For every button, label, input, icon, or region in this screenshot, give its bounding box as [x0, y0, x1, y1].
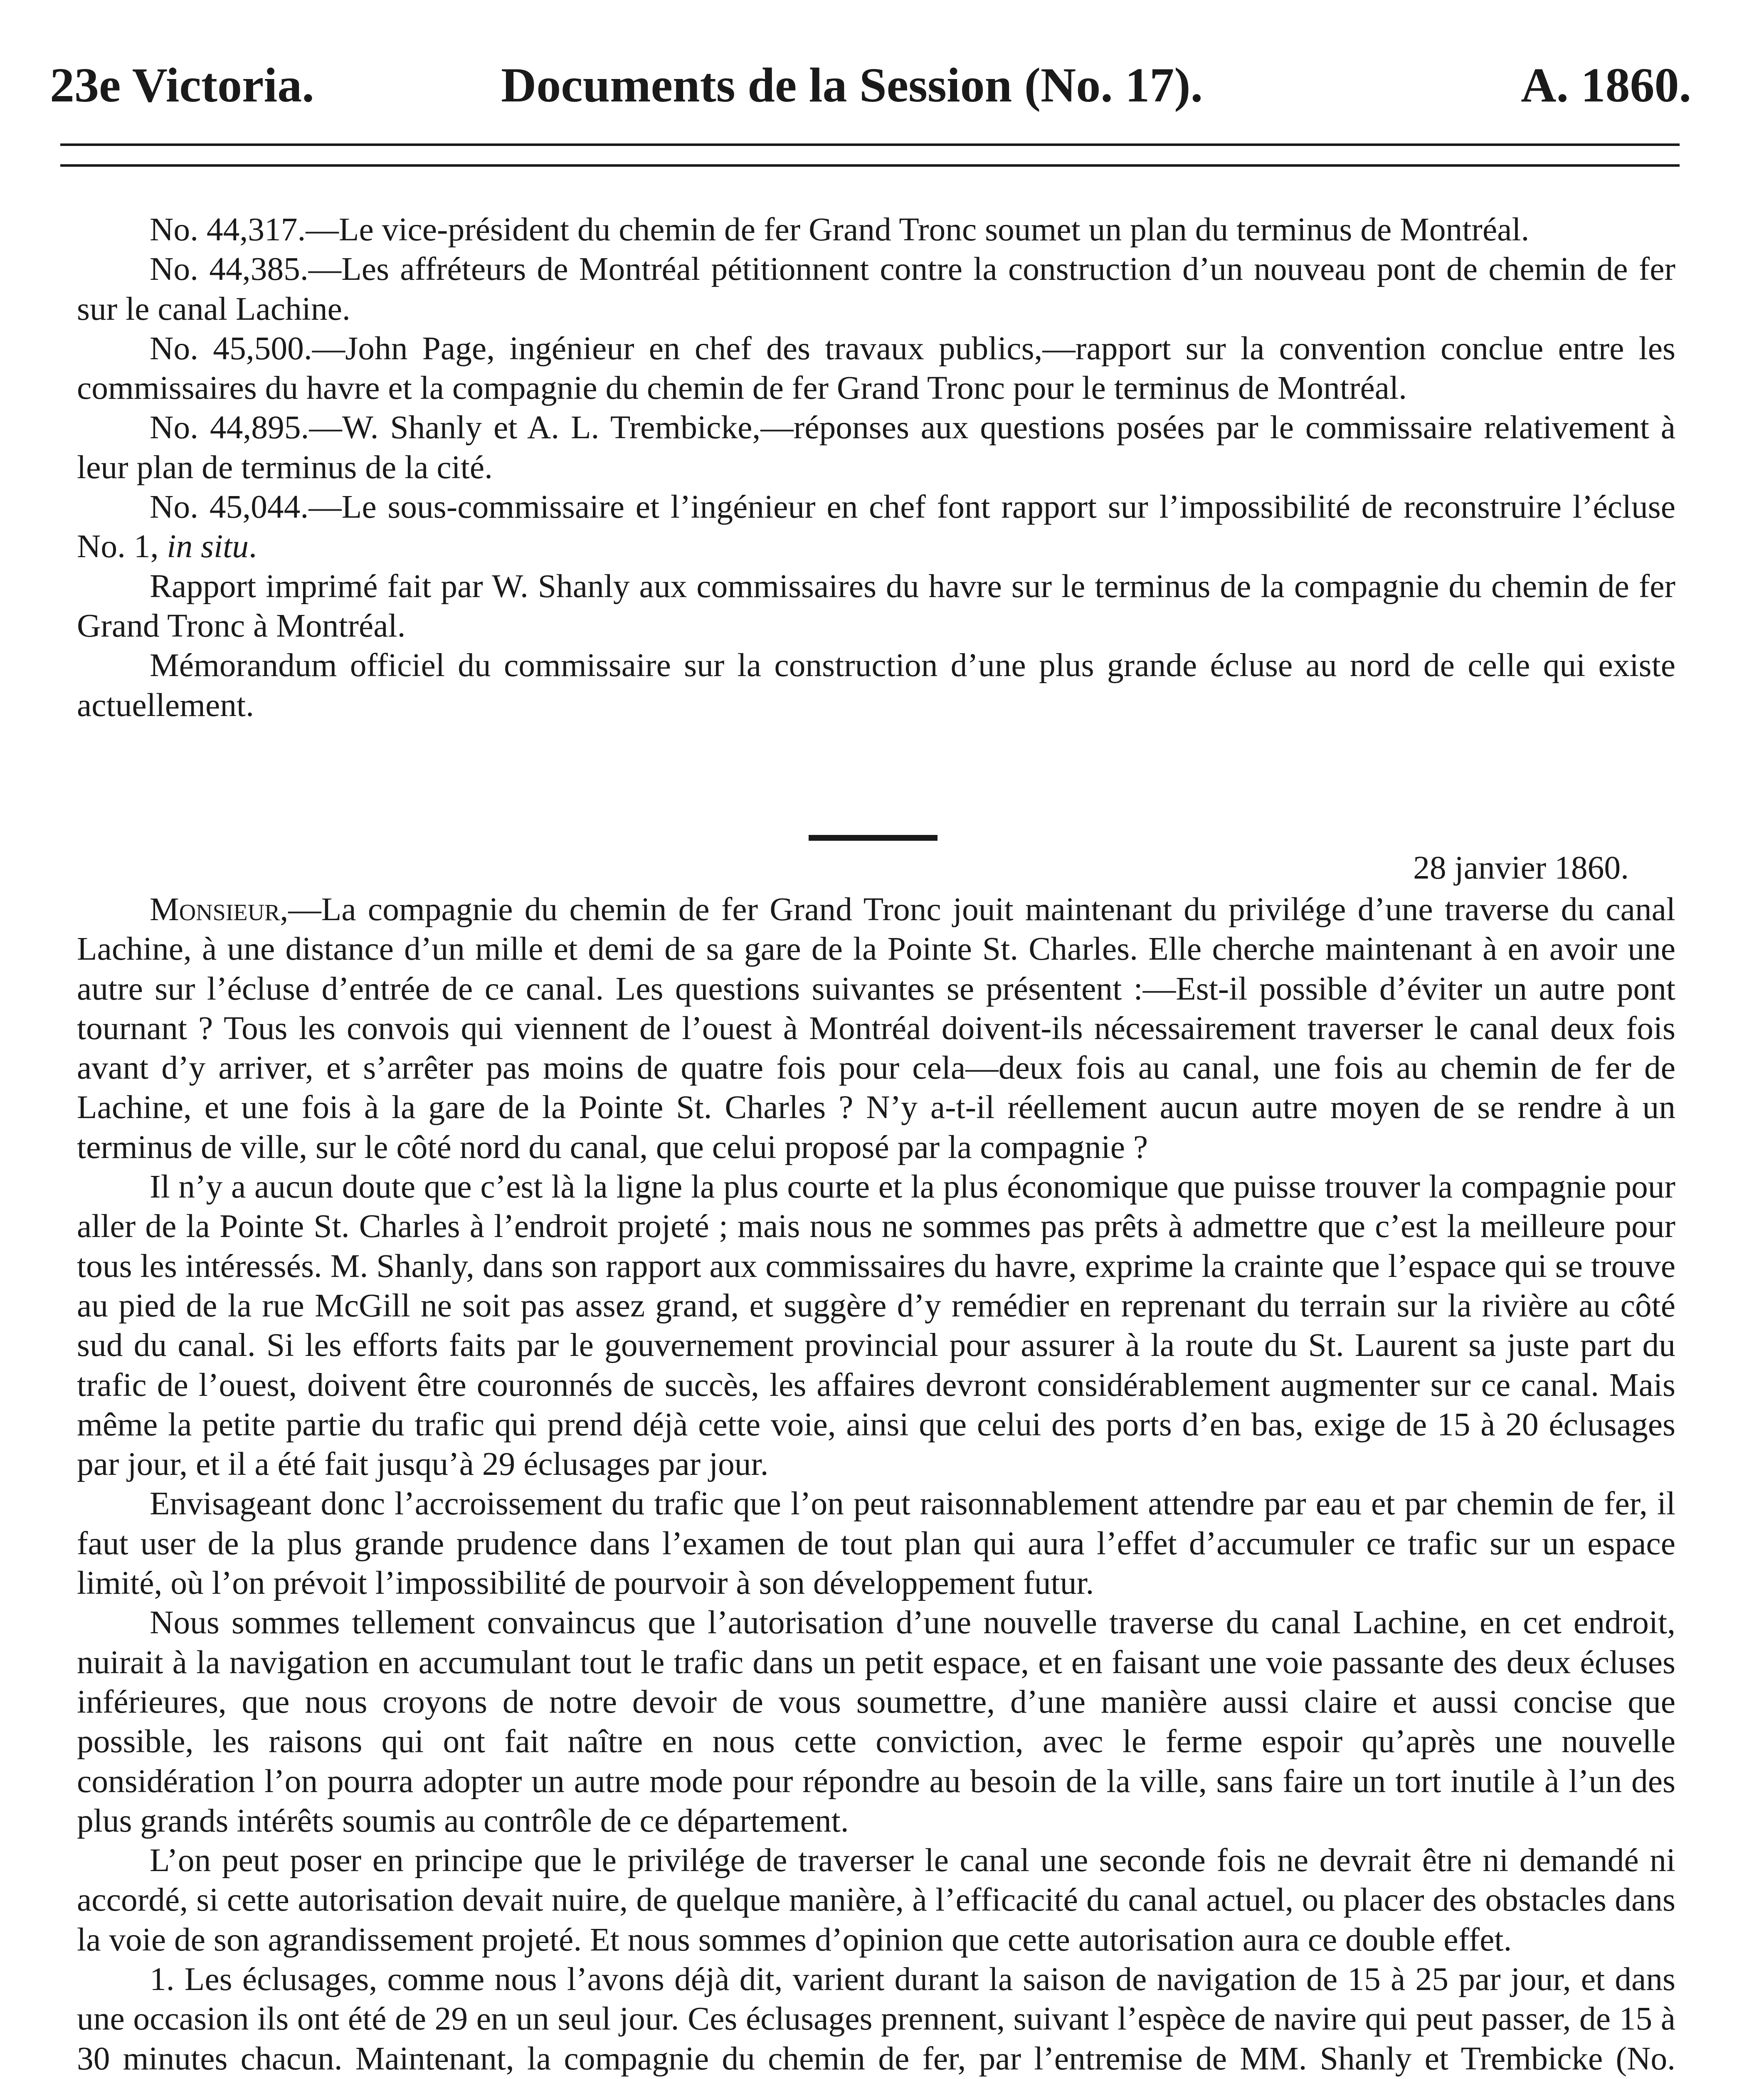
entry-number: No. 45,044.— — [150, 489, 342, 526]
letter-paragraph: Nous sommes tellement convaincus que l’autorisation d’une nouvelle traverse du canal Lachine, en cet endroit, nuirait à la navigation en accumulant tout le trafic dans un petit espace, et en faisant une voie passante des deux écluses inférieures, que nous croyons de notre devoir de vous soumettre, d’une manière aussi claire et aussi concise que possible, les raisons qui ont fait naître en nous cette conviction, avec le ferme espoir qu’après une nouvelle considération l’on pourra adopter un autre mode pour répondre au besoin de la ville, sans faire un tort inutile à l’un des plus grands intérêts soumis au contrôle de ce département. — [77, 1604, 1675, 1839]
list-item — [77, 408, 1675, 487]
header-title: Documents de la Session (No. 17). — [501, 58, 1203, 112]
list-item — [77, 249, 1675, 329]
entry-text: Le sous-commissaire et l’ingénieur en chef font rapport sur l’impossibilité de reconstruire l’écluse No. 1, — [77, 489, 1675, 565]
header-rule-bottom — [60, 164, 1680, 167]
paragraph-text: 1. Les éclusages, comme nous l’avons déjà dit, varient durant la saison de navigation de 15 à 25 par jour, et dans une occasion ils ont été de 29 en un seul jour. Ces éclusages prennent, suivant l’espèce de navire qui peut passer, de 15 à 30 minutes chacun. Maintenant, la compagnie du chemin de fer, par l’entremise de MM. Shanly et Trembicke (No. — [77, 1961, 1675, 2077]
list-item — [77, 329, 1675, 408]
section-divider — [809, 835, 938, 841]
entry-text: Les affréteurs de Montréal pétitionnent contre la construction d’un nouveau pont de chemin de fer sur le canal Lachine. — [77, 251, 1675, 327]
salutation: Monsieur, — [150, 891, 289, 928]
entry-italic: in situ — [167, 528, 249, 565]
entry-number: No. 45,500.— — [150, 330, 345, 367]
entry-text: Rapport imprimé fait par W. Shanly aux commissaires du havre sur le terminus de la compagnie du chemin de fer Grand Tronc à Montréal. — [77, 568, 1675, 644]
letter-body — [77, 890, 1675, 2079]
list-item — [77, 567, 1675, 646]
entry-text-end: . — [249, 528, 257, 565]
entry-text: W. Shanly et A. L. Trembicke,—réponses aux questions posées par le commissaire relativement à leur plan de terminus de la cité. — [77, 409, 1675, 486]
letter-paragraph: Il n’y a aucun doute que c’est là la ligne la plus courte et la plus économique que puisse trouver la compagnie pour aller de la Pointe St. Charles à l’endroit projeté ; mais nous ne sommes pas prêts à admettre que c’est la meilleure pour tous les intéressés. M. Shanly, dans son rapport aux commissaires du havre, exprime la crainte que l’espace qui se trouve au pied de la rue McGill ne soit pas assez grand, et suggère d’y remédier en reprenant du terrain sur la rivière au côté sud du canal. Si les efforts faits par le gouvernement provincial pour assurer à la route du St. Laurent sa juste part du trafic de l’ouest, doivent être couronnés de succès, les affaires devront considérablement augmenter sur ce canal. Mais même la petite partie du trafic qui prend déjà cette voie, ainsi que celui des ports d’en bas, exige de 15 à 20 éclusages par jour, et il a été fait jusqu’à 29 éclusages par jour. — [77, 1168, 1675, 1483]
entry-text: Le vice-président du chemin de fer Grand Tronc soumet un plan du terminus de Montréal. — [338, 211, 1530, 248]
list-item — [77, 210, 1675, 249]
header-regnal-year: 23e Victoria. — [50, 58, 314, 112]
letter-paragraph — [77, 1960, 1675, 2079]
letter-paragraph — [77, 890, 1675, 1167]
letter-paragraph: L’on peut poser en principe que le privilége de traverser le canal une seconde fois ne devrait être ni demandé ni accordé, si cette autorisation devait nuire, de quelque manière, à l’efficacité du canal actuel, ou placer des obstacles dans la voie de son agrandissement projeté. Et nous sommes d’opinion que cette autorisation aura ce double effet. — [77, 1842, 1675, 1958]
letter-paragraph: Envisageant donc l’accroissement du trafic que l’on peut raisonnablement attendre par eau et par chemin de fer, il faut user de la plus grande prudence dans l’examen de tout plan qui aura l’effet d’accumuler ce trafic sur un espace limité, où l’on prévoit l’impossibilité de pourvoir à son développement futur. — [77, 1485, 1675, 1602]
letter-date: 28 janvier 1860. — [1413, 849, 1629, 886]
entry-text: John Page, ingénieur en chef des travaux publics,—rapport sur la convention conclue entre les commissaires du havre et la compagnie du chemin de fer Grand Tronc pour le terminus de Montréal. — [77, 330, 1675, 407]
list-item — [77, 487, 1675, 567]
running-header — [50, 54, 1691, 116]
header-rule-top — [60, 143, 1680, 146]
entry-number: No. 44,317.— — [150, 211, 339, 248]
entry-text: Mémorandum officiel du commissaire sur la construction d’une plus grande écluse au nord de celle qui existe actuellement. — [77, 647, 1675, 723]
header-year: A. 1860. — [1521, 58, 1691, 112]
entry-number: No. 44,385.— — [150, 251, 342, 288]
paragraph-text: —La compagnie du chemin de fer Grand Tronc jouit maintenant du privilége d’une traverse du canal Lachine, à une distance d’un mille et demi de sa gare de la Pointe St. Charles. Elle cherche maintenant à en avoir une autre sur l’écluse d’entrée de ce canal. Les questions suivantes se présentent :—Est-il possible d’éviter un autre pont tournant ? Tous les convois qui viennent de l’ouest à Montréal doivent-ils nécessairement traverser le canal deux fois avant d’y arriver, et s’arrêter pas moins de quatre fois pour cela—deux fois au canal, une fois au chemin de fer de Lachine, et une fois à la gare de la Pointe St. Charles ? N’y a-t-il réellement aucun autre moyen de se rendre à un terminus de ville, sur le côté nord du canal, que celui proposé par la compagnie ? — [77, 891, 1675, 1165]
document-list — [77, 210, 1675, 725]
entry-number: No. 44,895.— — [150, 409, 342, 446]
list-item — [77, 646, 1675, 725]
